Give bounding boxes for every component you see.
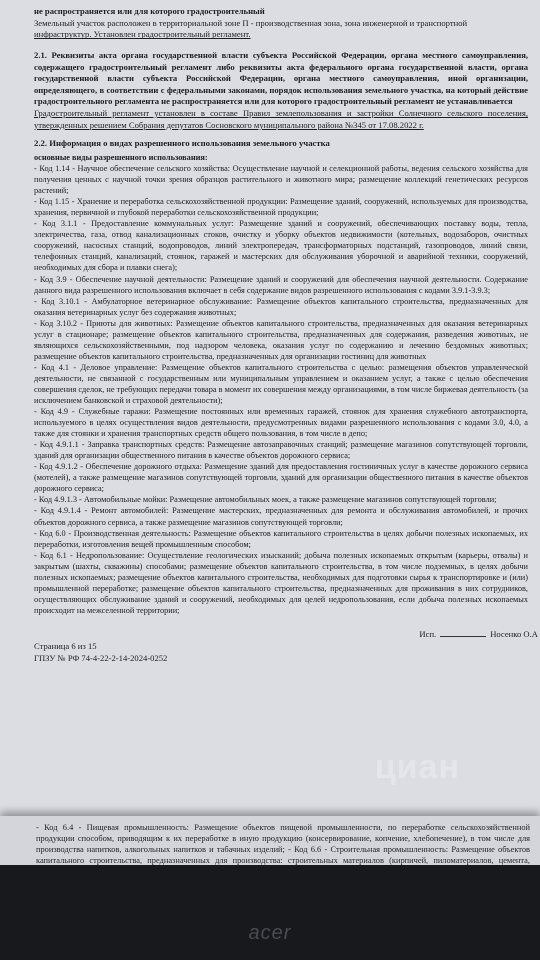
list-item: - Код 3.10.1 - Амбулаторное ветеринарное обслуживание: Размещение объектов капитального строительства, предназначенных для оказания ветеринарных услуг без содержания животных; <box>34 296 528 317</box>
executor-label: Исп. <box>419 628 437 639</box>
list-item: - Код 4.9.1.2 - Обеспечение дорожного отдыха: Размещение зданий для предоставления гостиничных услуг в качестве дорожного сервиса (мотелей), а также размещение магазинов сопутствующей торговли, зданий для организации общественного питания в качестве объектов дорожного сервиса; <box>34 462 528 494</box>
list-item: - Код 3.10.2 - Приюты для животных: Размещение объектов капитального строительства, предназначенных для оказания ветеринарных услуг в стационаре; размещение объектов капитального строительства, предназначенных для содержания, разведения животных, не являющихся сельскохозяйственными, под надзором человека, оказания услуг по содержанию и лечению бездомных животных; размещение объектов капитального строительства, предназначенных для организации гостиниц для животных <box>34 318 528 361</box>
header-line-3: инфраструктур. Установлен градостроительный регламент. <box>34 29 251 40</box>
section-2-2-title: 2.2. Информация о видах разрешенного использования земельного участка <box>34 138 330 149</box>
use-types-subheading: основные виды разрешенного использования: <box>34 152 208 162</box>
section-2-1-body: Градостроительный регламент установлен в составе Правил землепользования и застройки Солнечного сельского поселения, утвержденных решением Собрания депутатов Сосновского муниципального района №345 от 17.08.2022 г. <box>34 108 528 130</box>
next-page-text: - Код 6.4 - Пищевая промышленность: Размещение объектов пищевой промышленности, по переработке сельскохозяйственной продукции способом, приводящим к их переработке в иную продукцию (консервирование, копчение, хлебопечение), в том числе для производства напитков, алкогольных напитков и табачных изделий; - Код 6.6 - Строительная промышленность: Размещение объектов капитального строительства, предназначенных для производства: строительных материалов (кирпичей, пиломатериалов, цемента, <box>36 823 530 865</box>
use-types-list <box>34 152 528 616</box>
list-item: - Код 1.15 - Хранение и переработка сельскохозяйственной продукции: Размещение зданий, сооружений, используемых для производства, хранения, первичной и глубокой переработки сельскохозяйственной продукции; <box>34 197 528 218</box>
list-item: - Код 1.14 - Научное обеспечение сельского хозяйства: Осуществление научной и селекционной работы, ведения сельского хозяйства для получения ценных с научной точки зрения образцов растительного и животного мира; размещение коллекций генетических ресурсов растений; <box>34 164 528 196</box>
header-line-2: Земельный участок расположен в территориальной зоне П - производственная зона, зона инженерной и транспортной <box>34 17 468 28</box>
list-item: - Код 4.9.1.3 - Автомобильные мойки: Размещение автомобильных моек, а также размещение магазинов сопутствующей торговли; <box>34 495 497 505</box>
list-item: - Код 4.1 - Деловое управление: Размещение объектов капитального строительства с целью: размещения объектов управленческой деятельности, не связанной с государственным или муниципальным управлением и оказанием услуг, а также с целью обеспечения совершения сделок, не требующих передачи товара в момент их совершения между организациями, в том числе биржевая деятельность (за исключением банковской и страховой деятельности); <box>34 362 529 406</box>
executor-name: Носенко О.А <box>490 628 538 639</box>
signature-line <box>440 636 486 637</box>
list-item: - Код 6.1 - Недропользование: Осуществление геологических изысканий; добыча полезных ископаемых открытым (карьеры, отвалы) и закрытым (шахты, скважины) способами; размещение объектов капитального строительства, в том числе подземных, в целях добычи полезных ископаемых; размещение объектов капитального строительства, необходимых для подготовки сырья к транспортировке и (или) промышленной переработке; размещение объектов капитального строительства, предназначенных для проживания в них сотрудников, осуществляющих обслуживание зданий и сооружений, необходимых для целей недропользования, если добыча полезных ископаемых происходит на межселенной территории; <box>34 550 528 615</box>
page-footer <box>34 628 538 664</box>
list-item: - Код 4.9 - Служебные гаражи: Размещение постоянных или временных гаражей, стоянок для хранения служебного автотранспорта, используемого в целях осуществления видов деятельности, предусмотренных видами разрешенного использования с кодами 3.0, 4.0, а также для стоянки и хранения транспортных средств общего пользования, в том числе в депо; <box>34 407 528 439</box>
list-item: - Код 6.0 - Производственная деятельность: Размещение объектов капитального строительства в целях добычи полезных ископаемых, их переработки, изготовления вещей промышленным способом; <box>34 528 528 549</box>
section-2-1-title: 2.1. Реквизиты акта органа государственной власти субъекта Российской Федерации, органа местного самоуправления, содержащего градостроительный регламент либо реквизиты акта федерального органа государственной власти, органа государственной власти субъекта Российской Федерации, органа местного самоуправления, иной организации, определяющего, в соответствии с федеральными законами, порядок использования земельного участка, на который действие градостроительного регламента не распространяется или для которого градостроительный регламент не устанавливается <box>34 50 528 107</box>
executor-signature <box>419 628 538 640</box>
laptop-logo: acer <box>248 922 292 944</box>
laptop-bezel <box>0 865 540 960</box>
list-item: - Код 3.9 - Обеспечение научной деятельности: Размещение зданий и сооружений для обеспечения научной деятельности. Содержание данного вида разрешенного использования включает в себя содержание видов разрешенного использования с кодами 3.9.1-3.9.3; <box>34 274 528 295</box>
watermark: циан <box>374 748 460 786</box>
header-line-1: не распространяется или для которого градостроительный <box>34 6 265 16</box>
list-item: - Код 4.9.1.4 - Ремонт автомобилей: Размещение мастерских, предназначенных для ремонта и обслуживания автомобилей, и прочих объектов дорожного сервиса, а также размещение магазинов сопутствующей торговли; <box>34 506 528 527</box>
page-number: Страница 6 из 15 <box>34 640 97 651</box>
list-item: - Код 4.9.1.1 - Заправка транспортных средств: Размещение автозаправочных станций; размещение магазинов сопутствующей торговли, зданий для организации общественного питания в качестве объектов дорожного сервиса; <box>34 440 528 461</box>
next-page-fragment <box>0 816 540 866</box>
document-number: ГПЗУ № РФ 74-4-22-2-14-2024-0252 <box>34 652 168 663</box>
document-content <box>34 6 538 664</box>
list-item: - Код 3.1.1 - Предоставление коммунальных услуг: Размещение зданий и сооружений, обеспечивающих поставку воды, тепла, электричества, газа, отвод канализационных стоков, очистку и уборку объектов недвижимости (котельных, водозаборов, очистных сооружений, насосных станций, водопроводов, линий электропередач, трансформаторных подстанций, газопроводов, линий связи, телефонных станций, канализаций, стоянок, гаражей и мастерских для обслуживания уборочной и аварийной техники, сооружений, необходимых для сбора и плавки снега); <box>34 219 528 273</box>
